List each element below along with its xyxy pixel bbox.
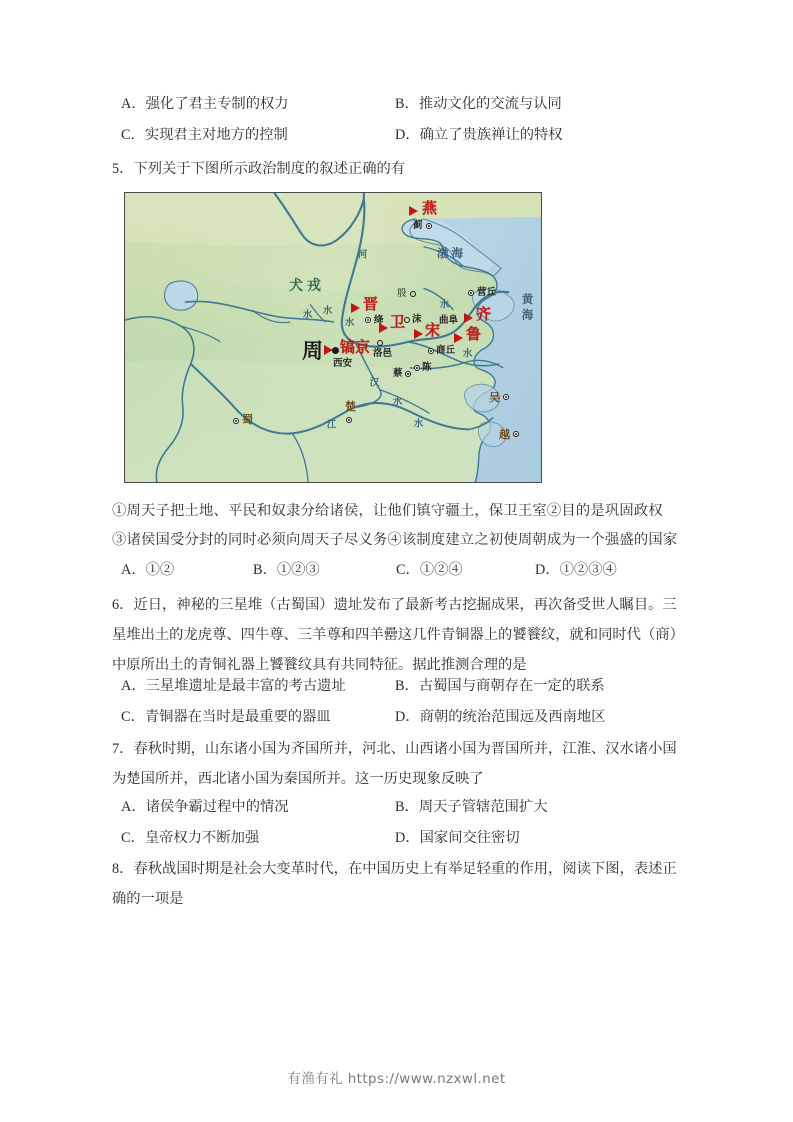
map-river-shui-1: 水 xyxy=(342,317,354,329)
map-city-yingqiu: 营丘 xyxy=(477,287,497,298)
q6-option-c: C．青铜器在当时是最重要的器皿 xyxy=(121,709,331,725)
map-state-lu: 鲁 xyxy=(466,325,482,343)
q7-stem-line2: 为楚国所并，西北诸小国为秦国所并。这一历史现象反映了 xyxy=(112,771,484,787)
map-city-chen: 陈 xyxy=(422,362,432,373)
map-river-he: 河 xyxy=(355,249,367,261)
q5-stem: 5．下列关于下图所示政治制度的叙述正确的有 xyxy=(112,161,406,177)
map-marker-triangle-yan xyxy=(409,206,418,216)
map-river-shui-5: 水 xyxy=(390,396,402,408)
map-dot-mo xyxy=(404,317,410,323)
map-river-shui-6: 水 xyxy=(411,418,423,430)
map-state-haojing: 镐京 xyxy=(340,338,371,356)
q5-option-c: C．①②④ xyxy=(396,562,463,578)
map-state-qi: 齐 xyxy=(476,305,492,323)
map-dot-shangqiu xyxy=(428,348,434,354)
map-state-jin: 晋 xyxy=(363,295,379,313)
footer-watermark: 有渔有礼 https://www.nzxwl.net xyxy=(287,1071,506,1087)
q4-option-b: B．推动文化的交流与认同 xyxy=(395,96,562,112)
q7-option-d: D．国家间交往密切 xyxy=(395,830,520,846)
q7-option-b: B．周天子管辖范围扩大 xyxy=(395,799,548,815)
q5-statement-line1: ①周天子把土地、平民和奴隶分给诸侯，让他们镇守疆土，保卫王室②目的是巩固政权 xyxy=(112,503,663,519)
map-river-shui-2: 水 xyxy=(300,309,312,321)
q5-option-a: A．①② xyxy=(121,562,175,578)
map-river-jiang: 江 xyxy=(324,419,336,431)
q4-option-d: D．确立了贵族禅让的特权 xyxy=(395,127,563,143)
map-dot-yingqiu xyxy=(468,290,474,296)
map-marker-triangle-wei xyxy=(379,323,388,333)
map-city-qufu: 曲阜 xyxy=(439,315,459,326)
map-canvas xyxy=(125,193,541,482)
q7-stem-line1: 7．春秋时期，山东诸小国为齐国所并，河北、山西诸小国为晋国所并，江淮、汉水诸小国 xyxy=(112,741,677,757)
map-marker-triangle-song xyxy=(414,329,423,339)
q6-stem-line3: 中原所出土的青铜礼器上饕餮纹具有共同特征。据此推测合理的是 xyxy=(112,657,527,673)
map-dot-luoyi xyxy=(377,340,383,346)
map-city-luoyi: 洛邑 xyxy=(373,348,393,359)
q5-option-d: D．①②③④ xyxy=(535,562,617,578)
map-city-chu: 楚 xyxy=(345,400,356,413)
map-city-mo: 沫 xyxy=(412,314,422,325)
map-marker-triangle-lu xyxy=(454,333,463,343)
map-city-ji: 蓟 xyxy=(413,220,423,231)
map-dot-cai xyxy=(405,371,411,377)
map-dot-jiang xyxy=(365,317,371,323)
map-state-wei: 卫 xyxy=(390,313,406,331)
q7-option-a: A．诸侯争霸过程中的情况 xyxy=(121,799,289,815)
map-city-yue: 越 xyxy=(499,428,510,441)
map-river-shui-7: 水 xyxy=(460,348,472,360)
western-zhou-enfeoffment-map xyxy=(124,192,542,483)
map-city-shangqiu: 商丘 xyxy=(436,345,456,356)
q4-option-c: C．实现君主对地方的控制 xyxy=(121,127,288,143)
q6-stem-line2: 星堆出土的龙虎尊、四牛尊、三羊尊和四羊罍这几件青铜器上的饕餮纹，就和同时代（商） xyxy=(112,627,684,643)
q6-option-a: A．三星堆遗址是最丰富的考古遗址 xyxy=(121,678,346,694)
q5-statement-line2: ③诸侯国受分封的同时必须向周天子尽义务④该制度建立之初使周朝成为一个强盛的国家 xyxy=(112,532,678,548)
map-dot-yin xyxy=(410,291,416,297)
map-dot-wu xyxy=(503,394,509,400)
map-city-yin: 殷 xyxy=(397,288,407,299)
map-marker-triangle-qi xyxy=(464,313,473,323)
map-tribe-quanrong: 犬戎 xyxy=(289,278,325,294)
q6-option-b: B．古蜀国与商朝存在一定的联系 xyxy=(395,678,605,694)
map-city-xian: 西安 xyxy=(333,358,353,369)
map-city-shu: 蜀 xyxy=(242,413,253,426)
map-dynasty-zhou: 周 xyxy=(302,339,323,363)
map-city-wu: 吴 xyxy=(489,391,500,404)
map-river-han: 汉 xyxy=(367,377,379,389)
map-river-shui-4: 水 xyxy=(437,299,449,311)
map-dot-yue xyxy=(513,431,519,437)
q7-option-c: C．皇帝权力不断加强 xyxy=(121,830,260,846)
q6-option-d: D．商朝的统治范围远及西南地区 xyxy=(395,709,606,725)
map-marker-triangle-jin xyxy=(351,303,360,313)
map-city-cai: 蔡 xyxy=(393,368,403,379)
q8-stem-line2: 确的一项是 xyxy=(112,891,184,907)
q6-stem-line1: 6．近日，神秘的三星堆（古蜀国）遗址发布了最新考古挖掘成果，再次备受世人瞩目。三 xyxy=(112,597,677,613)
map-dot-chen xyxy=(414,365,420,371)
map-city-jiang: 绛 xyxy=(374,315,384,326)
map-state-song: 宋 xyxy=(425,321,441,339)
map-dot-ji xyxy=(426,223,432,229)
map-sea-bohai: 渤海 xyxy=(437,246,466,260)
map-dot-haojing xyxy=(332,347,339,354)
map-dot-shu xyxy=(233,418,239,424)
q8-stem-line1: 8．春秋战国时期是社会大变革时代，在中国历史上有举足轻重的作用，阅读下图，表述正 xyxy=(112,861,677,877)
q5-option-b: B．①②③ xyxy=(253,562,320,578)
q4-option-a: A．强化了君主专制的权力 xyxy=(121,96,289,112)
map-dot-chu xyxy=(346,417,352,423)
map-sea-huanghai: 黄海 xyxy=(520,293,535,324)
map-state-yan: 燕 xyxy=(422,199,438,217)
map-river-shui-3: 水 xyxy=(320,305,332,317)
